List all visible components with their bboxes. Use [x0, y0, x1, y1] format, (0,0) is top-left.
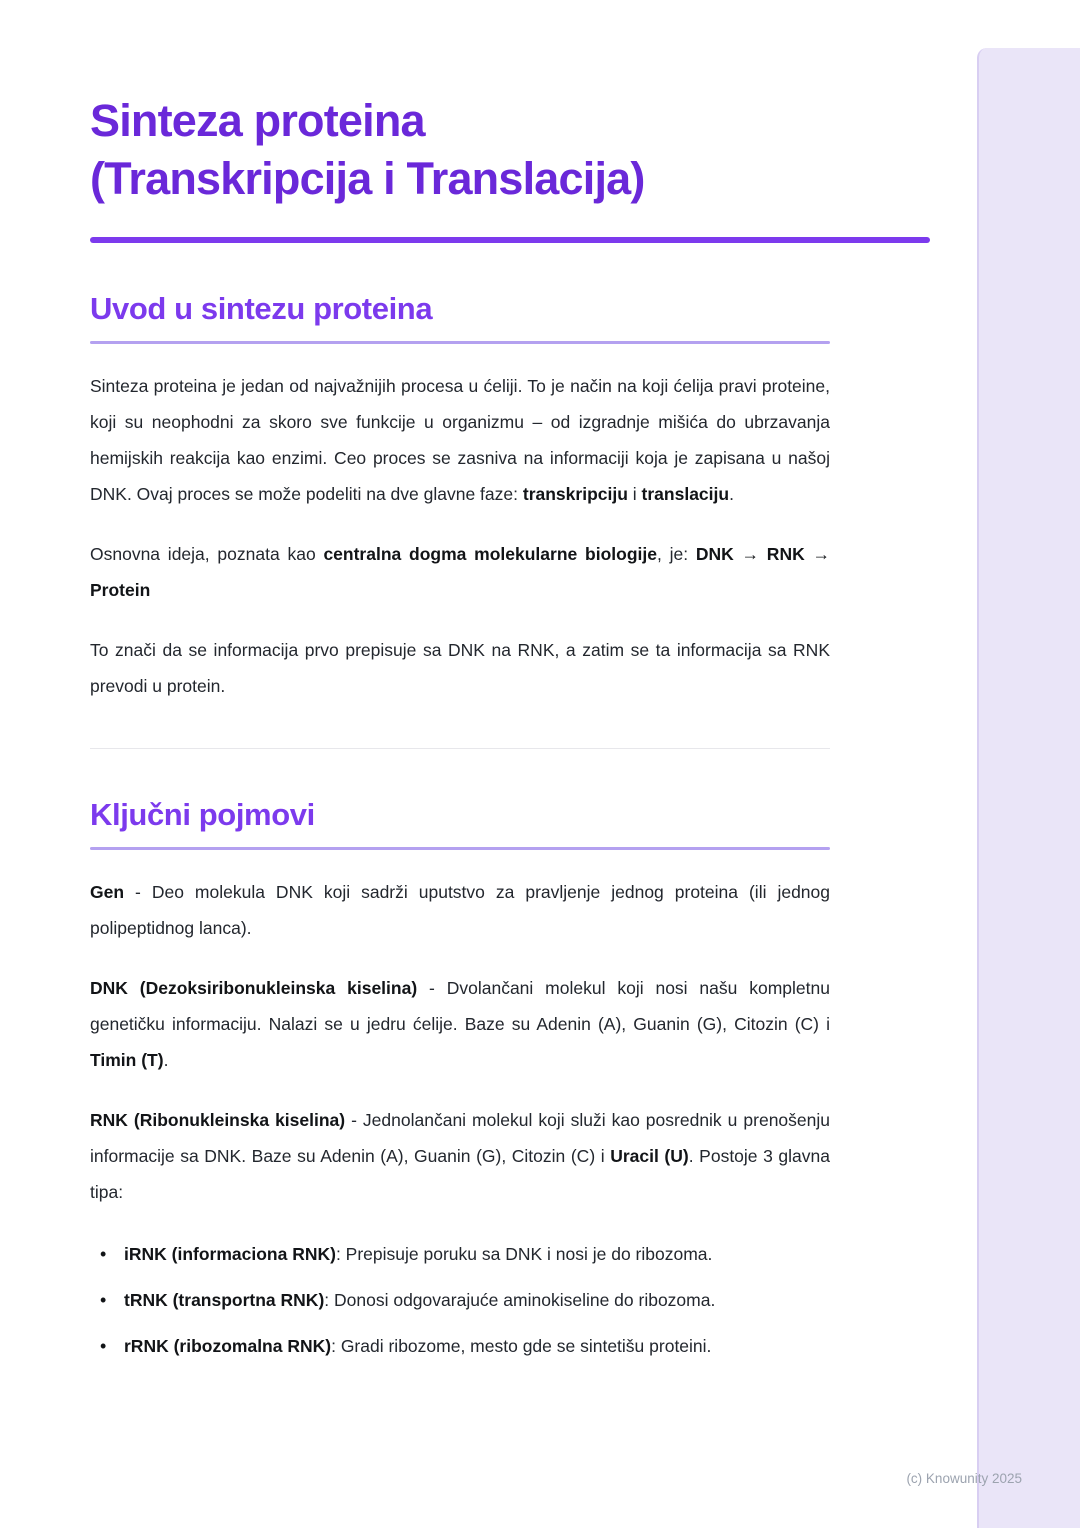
paragraph [90, 1102, 830, 1210]
side-strip [977, 48, 1080, 1528]
bullet-item [90, 1282, 830, 1318]
paragraph [90, 874, 830, 946]
paragraph [90, 536, 830, 608]
text-segment: - Dvolančani molekul koji nosi našu kompletnu genetičku informaciju. Nalazi se u jedru ćelije. Baze su Adenin (A), Guanin (G), Citozin (C) i [90, 978, 830, 1035]
text-segment: To znači da se informacija prvo prepisuje sa DNK na RNK, a zatim se ta informacija sa RNK prevodi u protein. [90, 640, 830, 697]
bullet-item [90, 1236, 830, 1272]
section-uvod-u-sintezu-proteina [90, 291, 830, 704]
text-segment: : Donosi odgovarajuće aminokiseline do ribozoma. [324, 1290, 716, 1311]
bullet-list [90, 1236, 830, 1364]
text-segment: . [163, 1050, 169, 1071]
bold-text: transkripciju [522, 484, 628, 505]
text-segment: Sinteza proteina je jedan od najvažnijih procesa u ćeliji. To je način na koji ćelija pravi proteine, koji su neophodni za skoro sve funkcije u organizmu – od izgradnje mišića do ubrzavanja hemijskih reakcija kao enzimi. Ceo proces se zasniva na informaciji koja je zapisana u našoj DNK. Ovaj proces se može podeliti na dve glavne faze: [90, 376, 830, 505]
page-title-line-1: Sinteza proteina [90, 95, 425, 146]
text-segment: Osnovna ideja, poznata kao [90, 544, 324, 565]
paragraph [90, 368, 830, 512]
bold-text: Timin (T) [90, 1050, 164, 1071]
text-segment: - Jednolančani molekul koji služi kao posrednik u prenošenju informacije sa DNK. Baze su Adenin (A), Guanin (G), Citozin (C) i [90, 1110, 830, 1167]
text-segment: i [627, 484, 642, 505]
bold-text: Gen [90, 882, 125, 903]
bold-text: DNK (Dezoksiribonukleinska kiselina) [90, 978, 418, 999]
content-column [90, 0, 830, 1364]
bold-text: tRNK (transportna RNK) [124, 1290, 325, 1311]
paragraph [90, 970, 830, 1078]
copyright-footer: (c) Knowunity 2025 [906, 1471, 1022, 1486]
section-underline [90, 341, 830, 344]
bullet-item [90, 1328, 830, 1364]
bold-text: Uracil (U) [610, 1146, 689, 1167]
title-rule [90, 237, 930, 243]
section-body [90, 874, 830, 1210]
bold-text: translaciju [641, 484, 730, 505]
section-heading: Uvod u sintezu proteina [90, 291, 433, 327]
text-segment: . Postoje 3 glavna tipa: [90, 1146, 830, 1203]
page-title [90, 92, 950, 207]
text-segment: : Prepisuje poruku sa DNK i nosi je do ribozoma. [335, 1244, 713, 1265]
bold-text: rRNK (ribozomalna RNK) [124, 1336, 332, 1357]
text-segment: , je: [656, 544, 696, 565]
bold-text: DNK → RNK → Protein [90, 544, 830, 601]
page-title-line-2: (Transkripcija i Translacija) [90, 152, 645, 204]
text-segment: : Gradi ribozome, mesto gde se sintetišu proteini. [331, 1336, 712, 1357]
bold-text: iRNK (informaciona RNK) [124, 1244, 336, 1265]
bold-text: RNK (Ribonukleinska kiselina) [90, 1110, 346, 1131]
section-kljucni-pojmovi [90, 797, 830, 1364]
bold-text: centralna dogma molekularne biologije [323, 544, 657, 565]
section-underline [90, 847, 830, 850]
text-segment: . [729, 484, 734, 505]
section-divider [90, 748, 830, 749]
paragraph [90, 632, 830, 704]
text-segment: - Deo molekula DNK koji sadrži uputstvo za pravljenje jednog proteina (ili jednog polipeptidnog lanca). [90, 882, 830, 939]
section-heading: Ključni pojmovi [90, 797, 315, 833]
section-body [90, 368, 830, 704]
